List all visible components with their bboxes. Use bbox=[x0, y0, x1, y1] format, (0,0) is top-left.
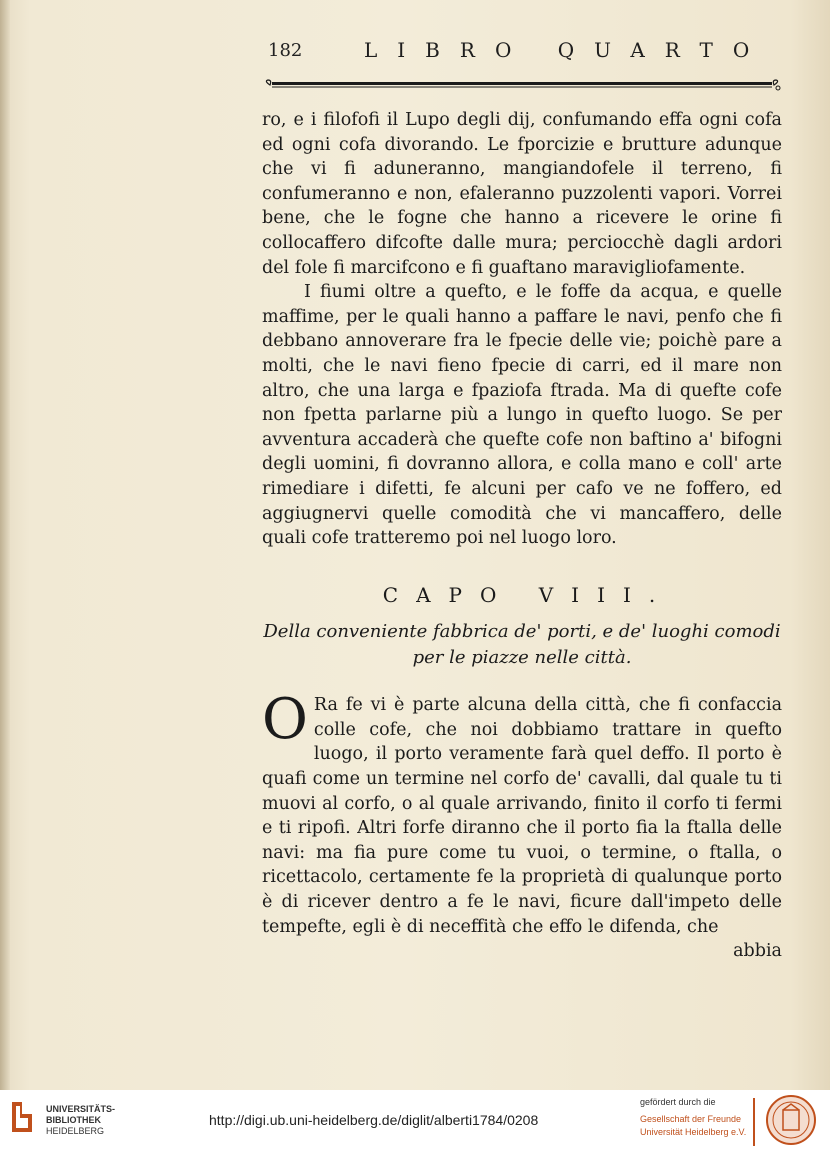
paragraph-2: I fiumi oltre a quefto, e le foffe da acqua, e quelle maffime, per le quali hanno a paffare le navi, penfo che fi debbano annoverare fra le fpecie delle vie; poichè pare a molti, che le navi fieno fpecie di carri, ed il mare non altro, che una larga e fpaziofa ftrada. Ma di quefte cofe non fpetta parlarne più a lungo in quefto luogo. Se per avventura accaderà che quefte cofe non baftino a' bifogni degli uomini, fi dovranno allora, e colla mano e coll' arte rimediare i difetti, fe alcuni per cafo ve ne foffero, ed aggiugnervi quelle comodità che vi mancaffero, delle quali cofe tratteremo poi nel luogo loro. bbox=[262, 282, 782, 549]
footer-bar bbox=[0, 1090, 830, 1151]
university-seal-icon bbox=[765, 1094, 817, 1146]
drop-cap: O bbox=[262, 687, 308, 753]
library-name-line-1: UNIVERSITÄTS- bbox=[46, 1104, 116, 1114]
sponsor-intro: gefördert durch die bbox=[640, 1097, 716, 1107]
chapter-paragraph bbox=[262, 687, 782, 939]
main-text bbox=[262, 108, 782, 964]
chapter-subtitle-line-2: per le piazze nelle città. bbox=[412, 647, 632, 669]
page-header bbox=[268, 36, 788, 66]
chapter-subtitle bbox=[262, 619, 782, 671]
sponsor-line-2: Universität Heidelberg e.V. bbox=[640, 1127, 747, 1137]
catchword: abbia bbox=[733, 941, 782, 962]
chapter-paragraph-text: Ra fe vi è parte alcuna della città, che fi confaccia colle cofe, che noi dobbiamo trattare in quefto luogo, il porto veramente farà quel deffo. Il porto è quafi come un termine nel corfo de' cavalli, dal quale tu ti muovi al corfo, o al quale arrivando, finito il corfo ti fermi e ti ripofi. Altri forfe diranno che il porto fia la ftalla delle navi: ma fia pure come tu vuoi, o termine, o ftalla, o ricettacolo, certamente fe la proprietà di qualunque porto è di ricever dentro a fe le navi, ficure dall'impeto delle tempefte, egli è di neceffità che effo le difenda, che bbox=[262, 695, 782, 937]
library-name-line-3: HEIDELBERG bbox=[46, 1126, 105, 1136]
library-name bbox=[46, 1104, 115, 1137]
ornamental-rule bbox=[262, 78, 782, 92]
paragraph-1: ro, e i filofofi il Lupo degli dij, confumando effa ogni cofa ed ogni cofa divorando. Le fporcizie e brutture adunque che vi fi aduneranno, mangiandofele il terreno, fi confumeranno e non, efaleranno puzzolenti vapori. Vorrei bene, che le fogne che hanno a ricevere le orine fi collocaffero difcofte dalle mura; perciocchè dagli ardori del fole fi marcifcono e fi guaftano maravigliofamente. bbox=[262, 110, 782, 278]
page-gutter bbox=[0, 0, 10, 1090]
chapter-subtitle-line-1: Della conveniente fabbrica de' porti, e de' luoghi comodi bbox=[263, 621, 781, 643]
permalink-url[interactable]: http://digi.ub.uni-heidelberg.de/diglit/alberti1784/0208 bbox=[209, 1112, 539, 1128]
page-number: 182 bbox=[268, 40, 303, 61]
footer-divider bbox=[753, 1098, 755, 1146]
sponsor-credit bbox=[640, 1096, 746, 1139]
library-logo-icon bbox=[8, 1100, 36, 1134]
running-title: LIBRO QUARTO bbox=[364, 38, 770, 62]
chapter-heading: CAPO VIII. bbox=[382, 582, 674, 607]
sponsor-line-1: Gesellschaft der Freunde bbox=[640, 1114, 742, 1124]
library-name-line-2: BIBLIOTHEK bbox=[46, 1115, 101, 1125]
